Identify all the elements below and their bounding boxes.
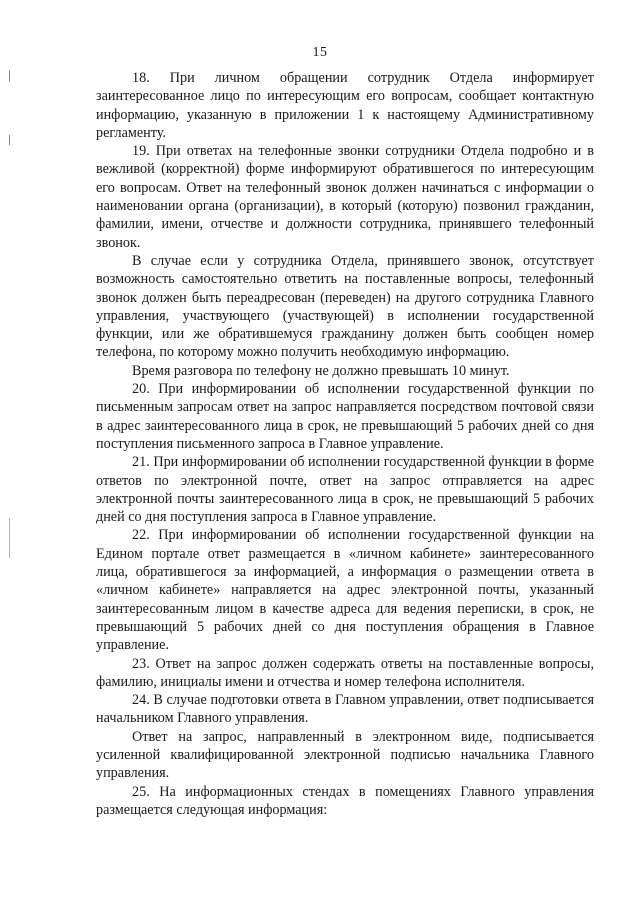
scan-margin-mark (9, 135, 10, 145)
paragraph-22: 22. При информировании об исполнении государственной функции на Едином портале ответ размещается в «личном кабинете» заинтересованного лица, обратившегося за информацией, а информация о размещении ответа в «личном кабинете» направляется на адрес электронной почты, указанный заинтересованным лицом в качестве адреса для ведения переписки, в срок, не превышающий 5 рабочих дней со дня поступления обращения в Главное управление. (96, 527, 594, 654)
paragraph-24: 24. В случае подготовки ответа в Главном управлении, ответ подписывается начальником Главного управления. (96, 692, 594, 727)
paragraph-19-time-limit: Время разговора по телефону не должно превышать 10 минут. (132, 362, 510, 379)
paragraph-19: 19. При ответах на телефонные звонки сотрудники Отдела подробно и в вежливой (корректной) форме информируют обратившегося по интересующим его вопросам. Ответ на телефонный звонок должен начинаться с информации о наименовании органа (организации), в который (которую) позвонил гражданин, фамилии, имени, отчестве и должности сотрудника, принявшего телефонный звонок. (96, 143, 594, 251)
document-body (96, 69, 594, 819)
paragraph-21: 21. При информировании об исполнении государственной функции в форме ответов по электронной почте, ответ на запрос отправляется на адрес электронной почты заинтересованного лица в срок, не превышающий 5 рабочих дней со дня поступления запроса в Главное управление. (96, 454, 594, 526)
paragraph-18: 18. При личном обращении сотрудник Отдела информирует заинтересованное лицо по интересующим его вопросам, сообщает контактную информацию, указанную в приложении 1 к настоящему Административному регламенту. (96, 70, 594, 141)
scan-margin-mark (9, 70, 10, 82)
paragraph-25: 25. На информационных стендах в помещениях Главного управления размещается следующая информация: (96, 783, 594, 818)
paragraph-24-electronic: Ответ на запрос, направленный в электронном виде, подписывается усиленной квалифицированной электронной подписью начальника Главного управления. (96, 728, 594, 782)
paragraph-20: 20. При информировании об исполнении государственной функции по письменным запросам ответ на запрос направляется посредством почтовой связи в адрес заинтересованного лица в срок, не превышающий 5 рабочих дней со дня поступления письменного запроса в Главное управление. (96, 381, 594, 452)
page-number: 15 (312, 45, 328, 60)
scan-margin-mark (9, 518, 10, 558)
paragraph-23: 23. Ответ на запрос должен содержать ответы на поставленные вопросы, фамилию, инициалы имени и отчества и номер телефона исполнителя. (96, 655, 594, 690)
paragraph-19-redirect: В случае если у сотрудника Отдела, принявшего звонок, отсутствует возможность самостоятельно ответить на поставленные вопросы, телефонный звонок должен быть переадресован (переведен) на другого сотрудника Главного управления, участвующего (участвующей) в исполнении государственной функции, или же обратившемуся гражданину должен быть сообщен номер телефона, по которому можно получить необходимую информацию. (96, 252, 594, 361)
